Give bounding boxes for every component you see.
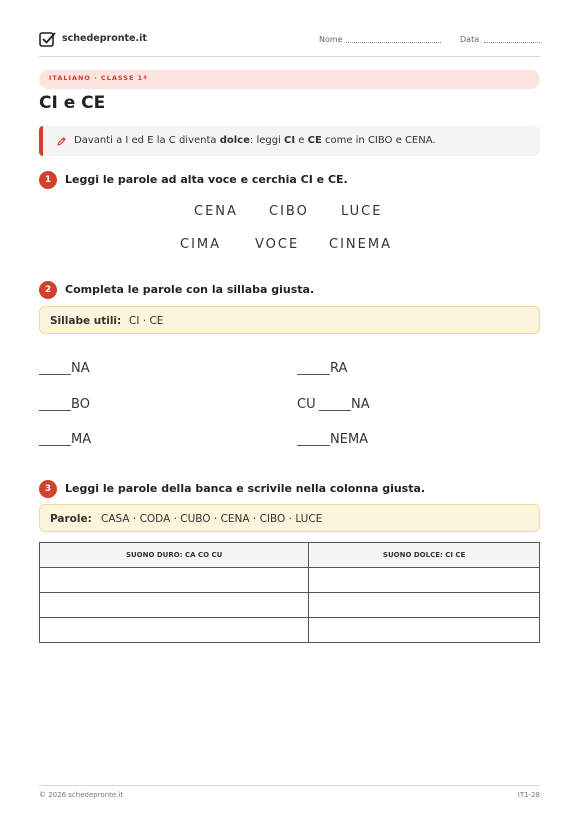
checkbox-logo-icon — [39, 31, 56, 48]
word-bank-value: CASA · CODA · CUBO · CENA · CIBO · LUCE — [101, 513, 323, 525]
word-suffix: NA — [71, 361, 90, 376]
syllables-hint-box — [39, 306, 540, 334]
word-luce[interactable]: LUCE — [341, 204, 383, 219]
rule-box — [39, 126, 540, 156]
table-cell[interactable] — [40, 618, 309, 643]
date-field[interactable] — [484, 41, 540, 43]
exercise-2-instruction: Completa le parole con la sillaba giusta. — [65, 283, 315, 296]
syllables-hint-value: CI · CE — [129, 315, 164, 327]
word-suffix: BO — [71, 397, 90, 412]
subject-badge — [39, 70, 540, 89]
footer-page-code: IT1-28 — [517, 791, 540, 799]
word-suffix: NA — [351, 397, 370, 412]
word-prefix: CU — [297, 397, 316, 412]
word-cibo[interactable]: CIBO — [269, 204, 309, 219]
rule-text: Davanti a I ed E la C diventa dolce: leggi CI e CE come in CIBO e CENA. — [74, 135, 436, 146]
table-row — [40, 618, 540, 643]
blank-field[interactable] — [319, 410, 351, 411]
word-cena[interactable]: CENA — [194, 204, 238, 219]
column-header-hard: SUONO DURO: CA CO CU — [40, 543, 309, 568]
word-cima[interactable]: CIMA — [180, 237, 222, 252]
name-label: Nome — [319, 35, 343, 44]
page-title: CI e CE — [39, 93, 106, 113]
date-label: Data — [460, 35, 480, 44]
header-divider — [39, 56, 540, 57]
footer-divider — [39, 785, 540, 786]
table-cell[interactable] — [309, 593, 540, 618]
word-suffix: MA — [71, 432, 92, 447]
rule-accent-bar — [39, 126, 43, 156]
exercise-3-number: 3 — [39, 480, 57, 498]
blank-field[interactable] — [297, 374, 330, 375]
blank-field[interactable] — [39, 374, 71, 375]
table-cell[interactable] — [40, 568, 309, 593]
word-bank-label: Parole: — [50, 513, 92, 525]
word-suffix: RA — [330, 361, 348, 376]
syllables-hint-label: Sillabe utili: — [50, 315, 122, 327]
word-suffix: NEMA — [330, 432, 369, 447]
blank-field[interactable] — [39, 410, 71, 411]
table-cell[interactable] — [309, 618, 540, 643]
subject-badge-text: ITALIANO · CLASSE 1ª — [49, 74, 148, 82]
exercise-1-number: 1 — [39, 171, 57, 189]
table-cell[interactable] — [309, 568, 540, 593]
brand-name: schedepronte.it — [62, 33, 147, 44]
footer-copyright: © 2026 schedepronte.it — [39, 791, 124, 799]
column-header-soft: SUONO DOLCE: CI CE — [309, 543, 540, 568]
word-cinema[interactable]: CINEMA — [329, 237, 392, 252]
sorting-table — [39, 542, 540, 643]
word-bank-box — [39, 504, 540, 532]
exercise-3-instruction: Leggi le parole della banca e scrivile nella colonna giusta. — [65, 482, 426, 495]
table-row — [40, 593, 540, 618]
name-field[interactable] — [346, 41, 441, 43]
blank-field[interactable] — [297, 445, 330, 446]
word-voce[interactable]: VOCE — [255, 237, 300, 252]
exercise-1-instruction: Leggi le parole ad alta voce e cerchia CI e CE. — [65, 173, 348, 186]
pencil-icon — [56, 136, 67, 147]
table-row — [40, 568, 540, 593]
table-cell[interactable] — [40, 593, 309, 618]
exercise-2-number: 2 — [39, 281, 57, 299]
blank-field[interactable] — [39, 445, 71, 446]
